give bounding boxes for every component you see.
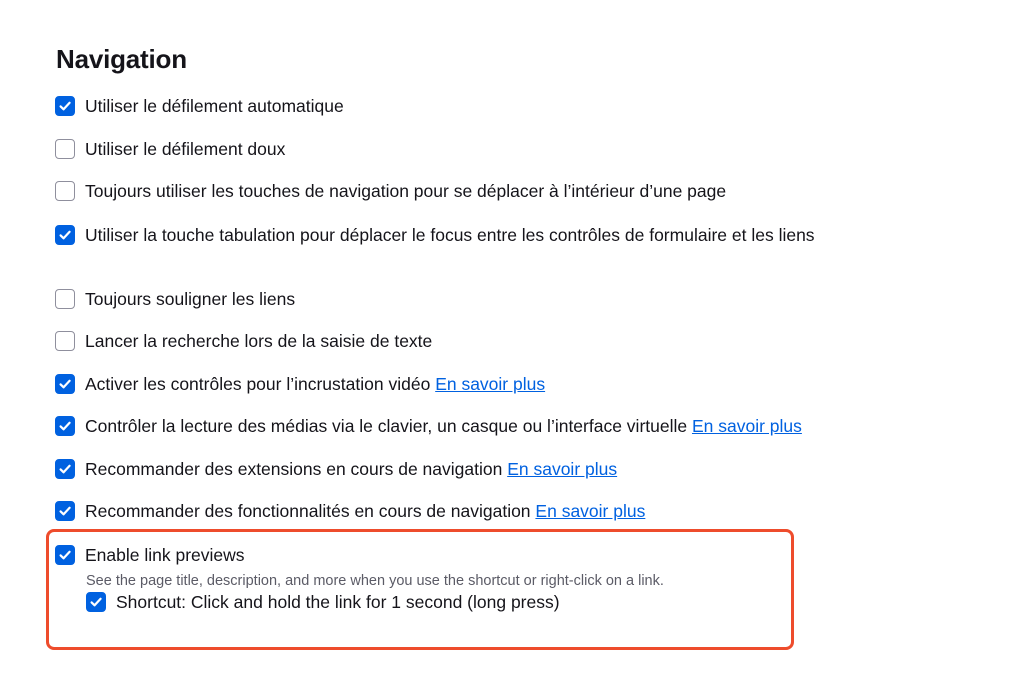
option-link-previews-shortcut[interactable] — [86, 592, 786, 613]
option-media-keys[interactable] — [55, 416, 885, 437]
option-smooth-scroll[interactable] — [55, 139, 855, 160]
link-previews-description: See the page title, description, and more when you use the shortcut or right-click on a link. — [86, 573, 664, 589]
checkbox-checked[interactable] — [55, 459, 75, 479]
option-label: Utiliser le défilement automatique — [85, 96, 344, 116]
checkmark-icon — [58, 462, 72, 476]
option-label: Enable link previews — [85, 545, 245, 565]
checkbox-checked[interactable] — [55, 545, 75, 565]
option-pip-controls[interactable] — [55, 374, 855, 395]
option-recommend-features[interactable] — [55, 501, 855, 522]
checkbox-unchecked[interactable] — [55, 331, 75, 351]
learn-more-link[interactable]: En savoir plus — [691, 416, 802, 436]
option-auto-scroll[interactable] — [55, 96, 855, 117]
checkmark-icon — [89, 595, 103, 609]
option-label: Lancer la recherche lors de la saisie de texte — [85, 331, 433, 351]
checkmark-icon — [58, 504, 72, 518]
learn-more-link[interactable]: En savoir plus — [435, 374, 546, 394]
checkbox-checked[interactable] — [55, 96, 75, 116]
option-tab-focus[interactable] — [55, 225, 845, 246]
option-label: Contrôler la lecture des médias via le clavier, un casque ou l’interface virtuelle — [85, 416, 688, 436]
section-title: Navigation — [56, 44, 187, 74]
checkbox-checked[interactable] — [55, 501, 75, 521]
option-label: Recommander des extensions en cours de navigation — [85, 459, 503, 479]
checkmark-icon — [58, 419, 72, 433]
option-label: Utiliser la touche tabulation pour déplacer le focus entre les contrôles de formulaire et les liens — [85, 225, 815, 245]
option-label: Toujours utiliser les touches de navigation pour se déplacer à l’intérieur d’une page — [85, 181, 727, 201]
option-underline-links[interactable] — [55, 289, 855, 310]
checkmark-icon — [58, 377, 72, 391]
checkbox-checked[interactable] — [55, 416, 75, 436]
checkbox-checked[interactable] — [55, 374, 75, 394]
option-search-on-type[interactable] — [55, 331, 855, 352]
option-label: Shortcut: Click and hold the link for 1 second (long press) — [116, 592, 560, 612]
option-label: Activer les contrôles pour l’incrustation vidéo — [85, 374, 431, 394]
checkmark-icon — [58, 548, 72, 562]
option-label: Utiliser le défilement doux — [85, 139, 286, 159]
checkbox-unchecked[interactable] — [55, 139, 75, 159]
option-caret-browsing[interactable] — [55, 181, 855, 202]
checkmark-icon — [58, 228, 72, 242]
checkbox-unchecked[interactable] — [55, 181, 75, 201]
learn-more-link[interactable]: En savoir plus — [507, 459, 618, 479]
learn-more-link[interactable]: En savoir plus — [535, 501, 646, 521]
checkbox-checked[interactable] — [55, 225, 75, 245]
checkbox-checked[interactable] — [86, 592, 106, 612]
option-label: Toujours souligner les liens — [85, 289, 296, 309]
checkbox-unchecked[interactable] — [55, 289, 75, 309]
option-label: Recommander des fonctionnalités en cours de navigation — [85, 501, 531, 521]
checkmark-icon — [58, 99, 72, 113]
option-recommend-extensions[interactable] — [55, 459, 855, 480]
option-link-previews[interactable] — [55, 545, 855, 566]
